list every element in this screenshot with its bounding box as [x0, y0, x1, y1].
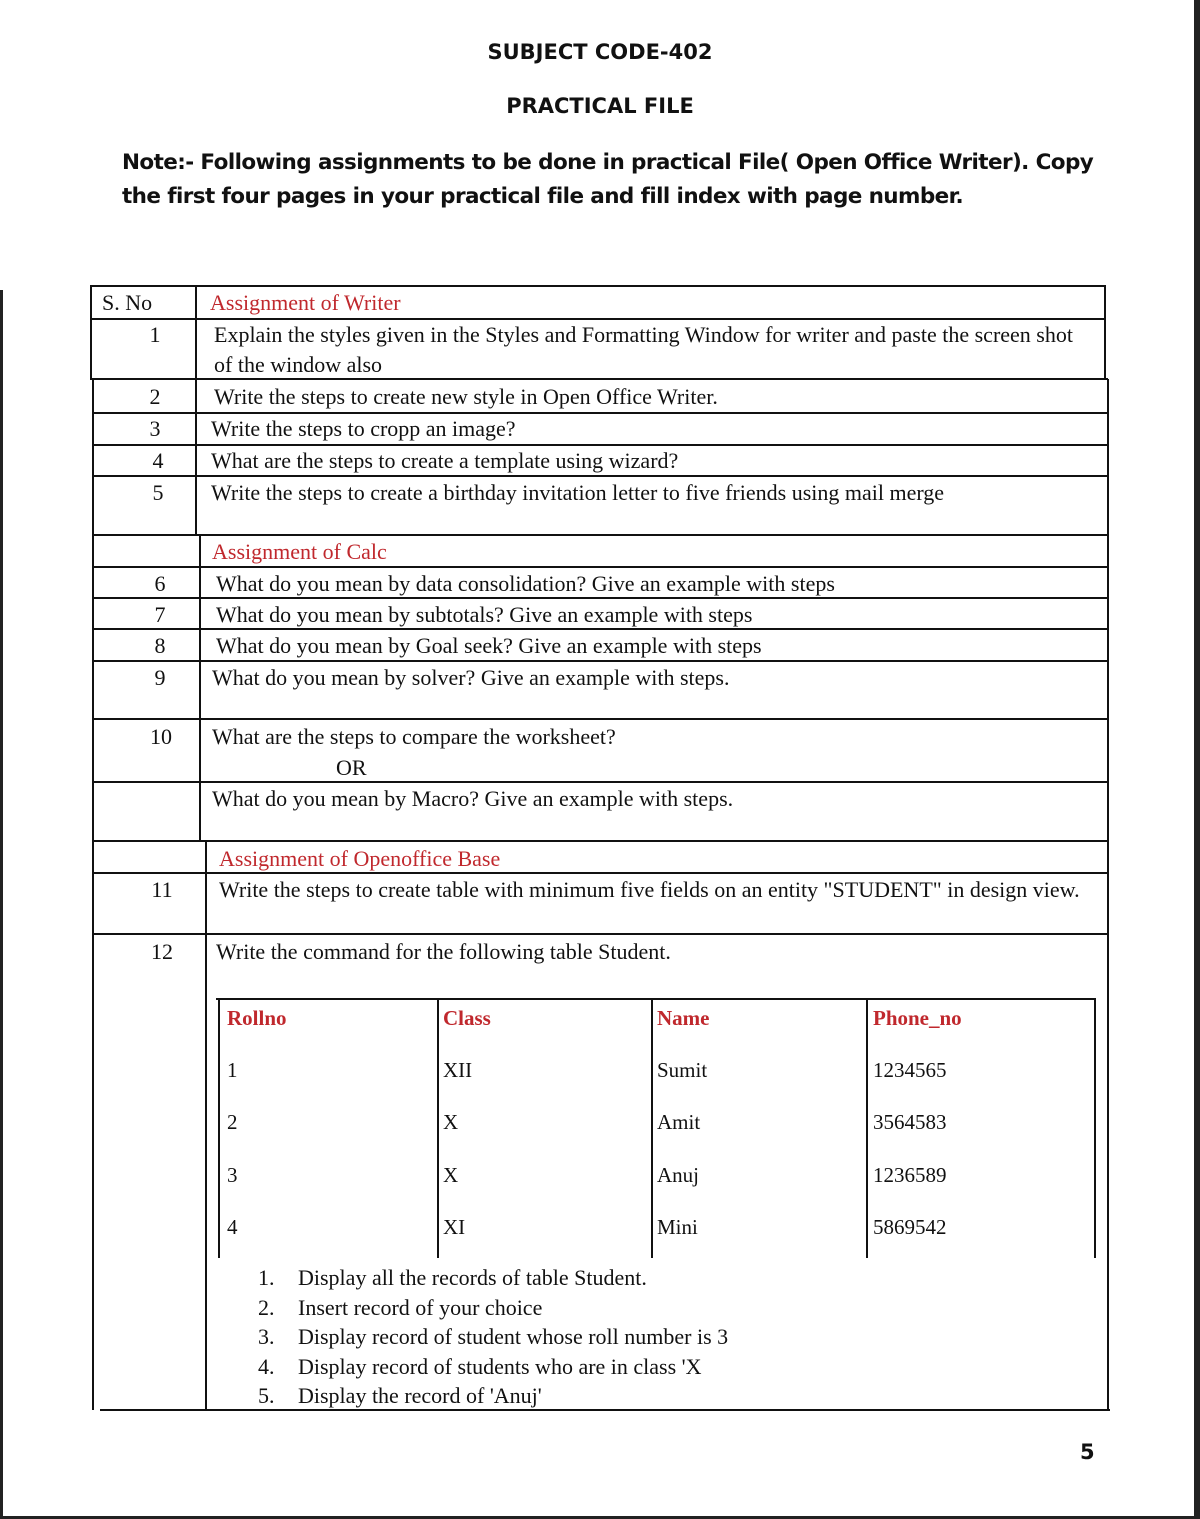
student-cell: Mini	[657, 1215, 698, 1239]
list-item: 3. Display record of student whose roll number is 3	[258, 1324, 729, 1349]
row-number: 11	[151, 877, 173, 902]
assignment-text: Write the command for the following table Student.	[216, 939, 671, 964]
assignment-text: What do you mean by data consolidation? Give an example with steps	[216, 571, 835, 596]
student-cell: 4	[227, 1215, 238, 1239]
assignment-text: What do you mean by solver? Give an example with steps.	[212, 665, 730, 690]
row-number: 7	[154, 602, 166, 627]
student-header-class: Class	[443, 1006, 491, 1030]
subject-code-heading: SUBJECT CODE-402	[487, 40, 713, 64]
student-cell: XII	[443, 1058, 473, 1082]
assignment-text: What do you mean by subtotals? Give an example with steps	[216, 602, 753, 627]
row-number: 8	[154, 633, 166, 658]
student-cell: 3564583	[873, 1110, 947, 1134]
assignment-text: Explain the styles given in the Styles and Formatting Window for writer and paste the screen shot of the window also	[214, 322, 1073, 377]
sno-column-header: S. No	[102, 290, 153, 315]
page-number: 5	[1080, 1440, 1095, 1464]
row-number: 12	[151, 939, 173, 964]
student-cell: Amit	[657, 1110, 701, 1134]
assignment-text: What do you mean by Goal seek? Give an example with steps	[216, 633, 762, 658]
student-cell: XI	[443, 1215, 466, 1239]
page-edge-right	[1194, 0, 1200, 1519]
or-label: OR	[336, 755, 367, 780]
assignment-text: Write the steps to create new style in Open Office Writer.	[214, 384, 718, 409]
query-list	[258, 1263, 728, 1411]
student-cell: Sumit	[657, 1058, 708, 1082]
row-number: 10	[150, 724, 172, 749]
student-cell: 2	[227, 1110, 238, 1134]
assignment-text: What do you mean by Macro? Give an example with steps.	[212, 786, 734, 811]
row-number: 3	[149, 416, 161, 441]
assignment-text: Write the steps to create a birthday invitation letter to five friends using mail merge	[211, 480, 945, 505]
row-number: 9	[154, 665, 166, 690]
base-section-heading: Assignment of Openoffice Base	[219, 846, 501, 871]
list-item: 2. Insert record of your choice	[258, 1294, 543, 1320]
student-cell: 3	[227, 1163, 238, 1187]
calc-section-heading: Assignment of Calc	[212, 539, 387, 564]
row-number: 5	[152, 480, 164, 505]
student-cell: 1236589	[873, 1163, 947, 1187]
note-paragraph: Note:- Following assignments to be done in practical File( Open Office Writer). Copy the first four pages in your practical file and fill index with page number.	[122, 150, 1094, 209]
assignment-text: Write the steps to create table with minimum five fields on an entity "STUDENT" in design view.	[219, 877, 1080, 902]
row-number: 4	[152, 448, 164, 473]
student-cell: Anuj	[657, 1163, 699, 1187]
row-number: 6	[154, 571, 166, 596]
student-cell: X	[443, 1163, 459, 1187]
writer-section-heading: Assignment of Writer	[210, 290, 401, 315]
list-item: 5. Display the record of 'Anuj'	[258, 1383, 542, 1408]
practical-file-heading: PRACTICAL FILE	[506, 94, 694, 118]
student-cell: X	[443, 1110, 459, 1134]
student-header-rollno: Rollno	[227, 1006, 287, 1030]
list-item: 1. Display all the records of table Student.	[258, 1265, 647, 1290]
student-cell: 1234565	[873, 1058, 947, 1082]
student-header-name: Name	[657, 1006, 710, 1030]
student-cell: 1	[227, 1058, 238, 1082]
assignment-text: What are the steps to create a template using wizard?	[211, 448, 679, 473]
list-item: 4. Display record of students who are in class 'X	[258, 1353, 702, 1379]
row-number: 2	[149, 384, 161, 409]
assignment-text: What are the steps to compare the worksheet?	[212, 724, 616, 749]
assignment-text: Write the steps to cropp an image?	[211, 416, 516, 441]
row-number: 1	[149, 322, 161, 347]
student-cell: 5869542	[873, 1215, 947, 1239]
page-edge-left	[0, 290, 3, 1519]
student-header-phone: Phone_no	[873, 1006, 962, 1030]
